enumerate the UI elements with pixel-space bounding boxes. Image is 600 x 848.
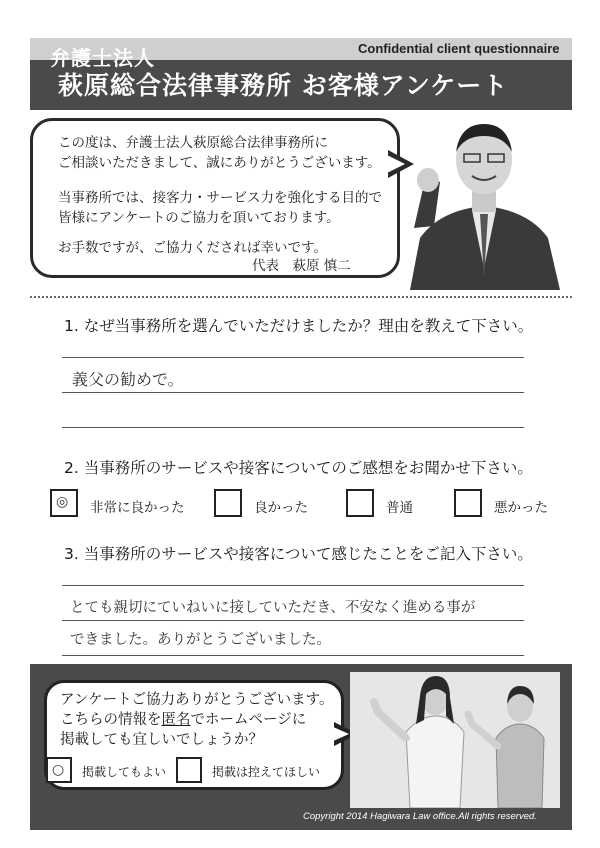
firm-type-label: 弁護士法人 [50,46,155,70]
answer-rule [62,585,524,586]
greeting-line-4: 皆様にアンケートのご協力を頂いております。 [58,210,340,226]
checkbox-publish-no[interactable] [176,757,202,783]
checkbox-average[interactable] [346,489,374,517]
page-title: 萩原総合法律事務所 お客様アンケート [58,71,509,100]
checkbox-publish-ok[interactable] [46,757,72,783]
signature: 代表 萩原 慎二 [252,258,351,274]
answer-rule [62,392,524,393]
answer-rule [62,620,524,621]
question-1: 1. なぜ当事務所を選んでいただけましたか？理由を教えて下さい。 [64,317,534,335]
consent-line-2: こちらの情報を匿名でホームページに [60,712,307,728]
answer-3-line-1[interactable]: とても親切にていねいに接していただき、不安なく進める事が [70,600,476,616]
copyright: Copyright 2014 Hagiwara Law office.All rights reserved. [303,811,537,822]
publish-ok-label: 掲載してもよい [82,765,167,779]
greeting-line-2: ご相談いただきまして、誠にありがとうございます。 [58,155,381,171]
answer-3-line-2[interactable]: できました。ありがとうございました。 [70,632,331,648]
greeting-line-1: この度は、弁護士法人萩原総合法律事務所に [58,135,328,151]
check-mark: ◎ [56,494,69,510]
greeting-line-3: 当事務所では、接客力・サービス力を強化する目的で [58,190,382,206]
option-very-good-label: 非常に良かった [90,500,185,516]
check-mark: ○ [52,762,65,778]
consent-line-3: 掲載しても宜しいでしょうか？ [60,732,263,748]
checkbox-very-good[interactable] [50,489,78,517]
thanks-line: アンケートご協力ありがとうございます。 [60,692,334,708]
section-divider [30,296,572,298]
confidential-label: Confidential client questionnaire [358,41,560,56]
representative-photo [400,118,568,290]
staff-photo [350,672,560,808]
greeting-line-5: お手数ですが、ご協力くだされば幸いです。 [58,240,327,256]
checkbox-bad[interactable] [454,489,482,517]
anonymous-emphasis: 匿名 [161,712,191,728]
answer-1[interactable]: 義父の勧めで。 [72,370,184,389]
question-3: 3. 当事務所のサービスや接客について感じたことをご記入下さい。 [64,545,533,563]
checkbox-good[interactable] [214,489,242,517]
answer-rule [62,357,524,358]
option-bad-label: 悪かった [494,500,548,516]
question-2: 2. 当事務所のサービスや接客についてのご感想をお聞かせ下さい。 [64,459,533,477]
publish-no-label: 掲載は控えてほしい [212,765,321,779]
answer-rule [62,427,524,428]
option-average-label: 普通 [386,500,413,516]
answer-rule [62,655,524,656]
option-good-label: 良かった [254,500,308,516]
